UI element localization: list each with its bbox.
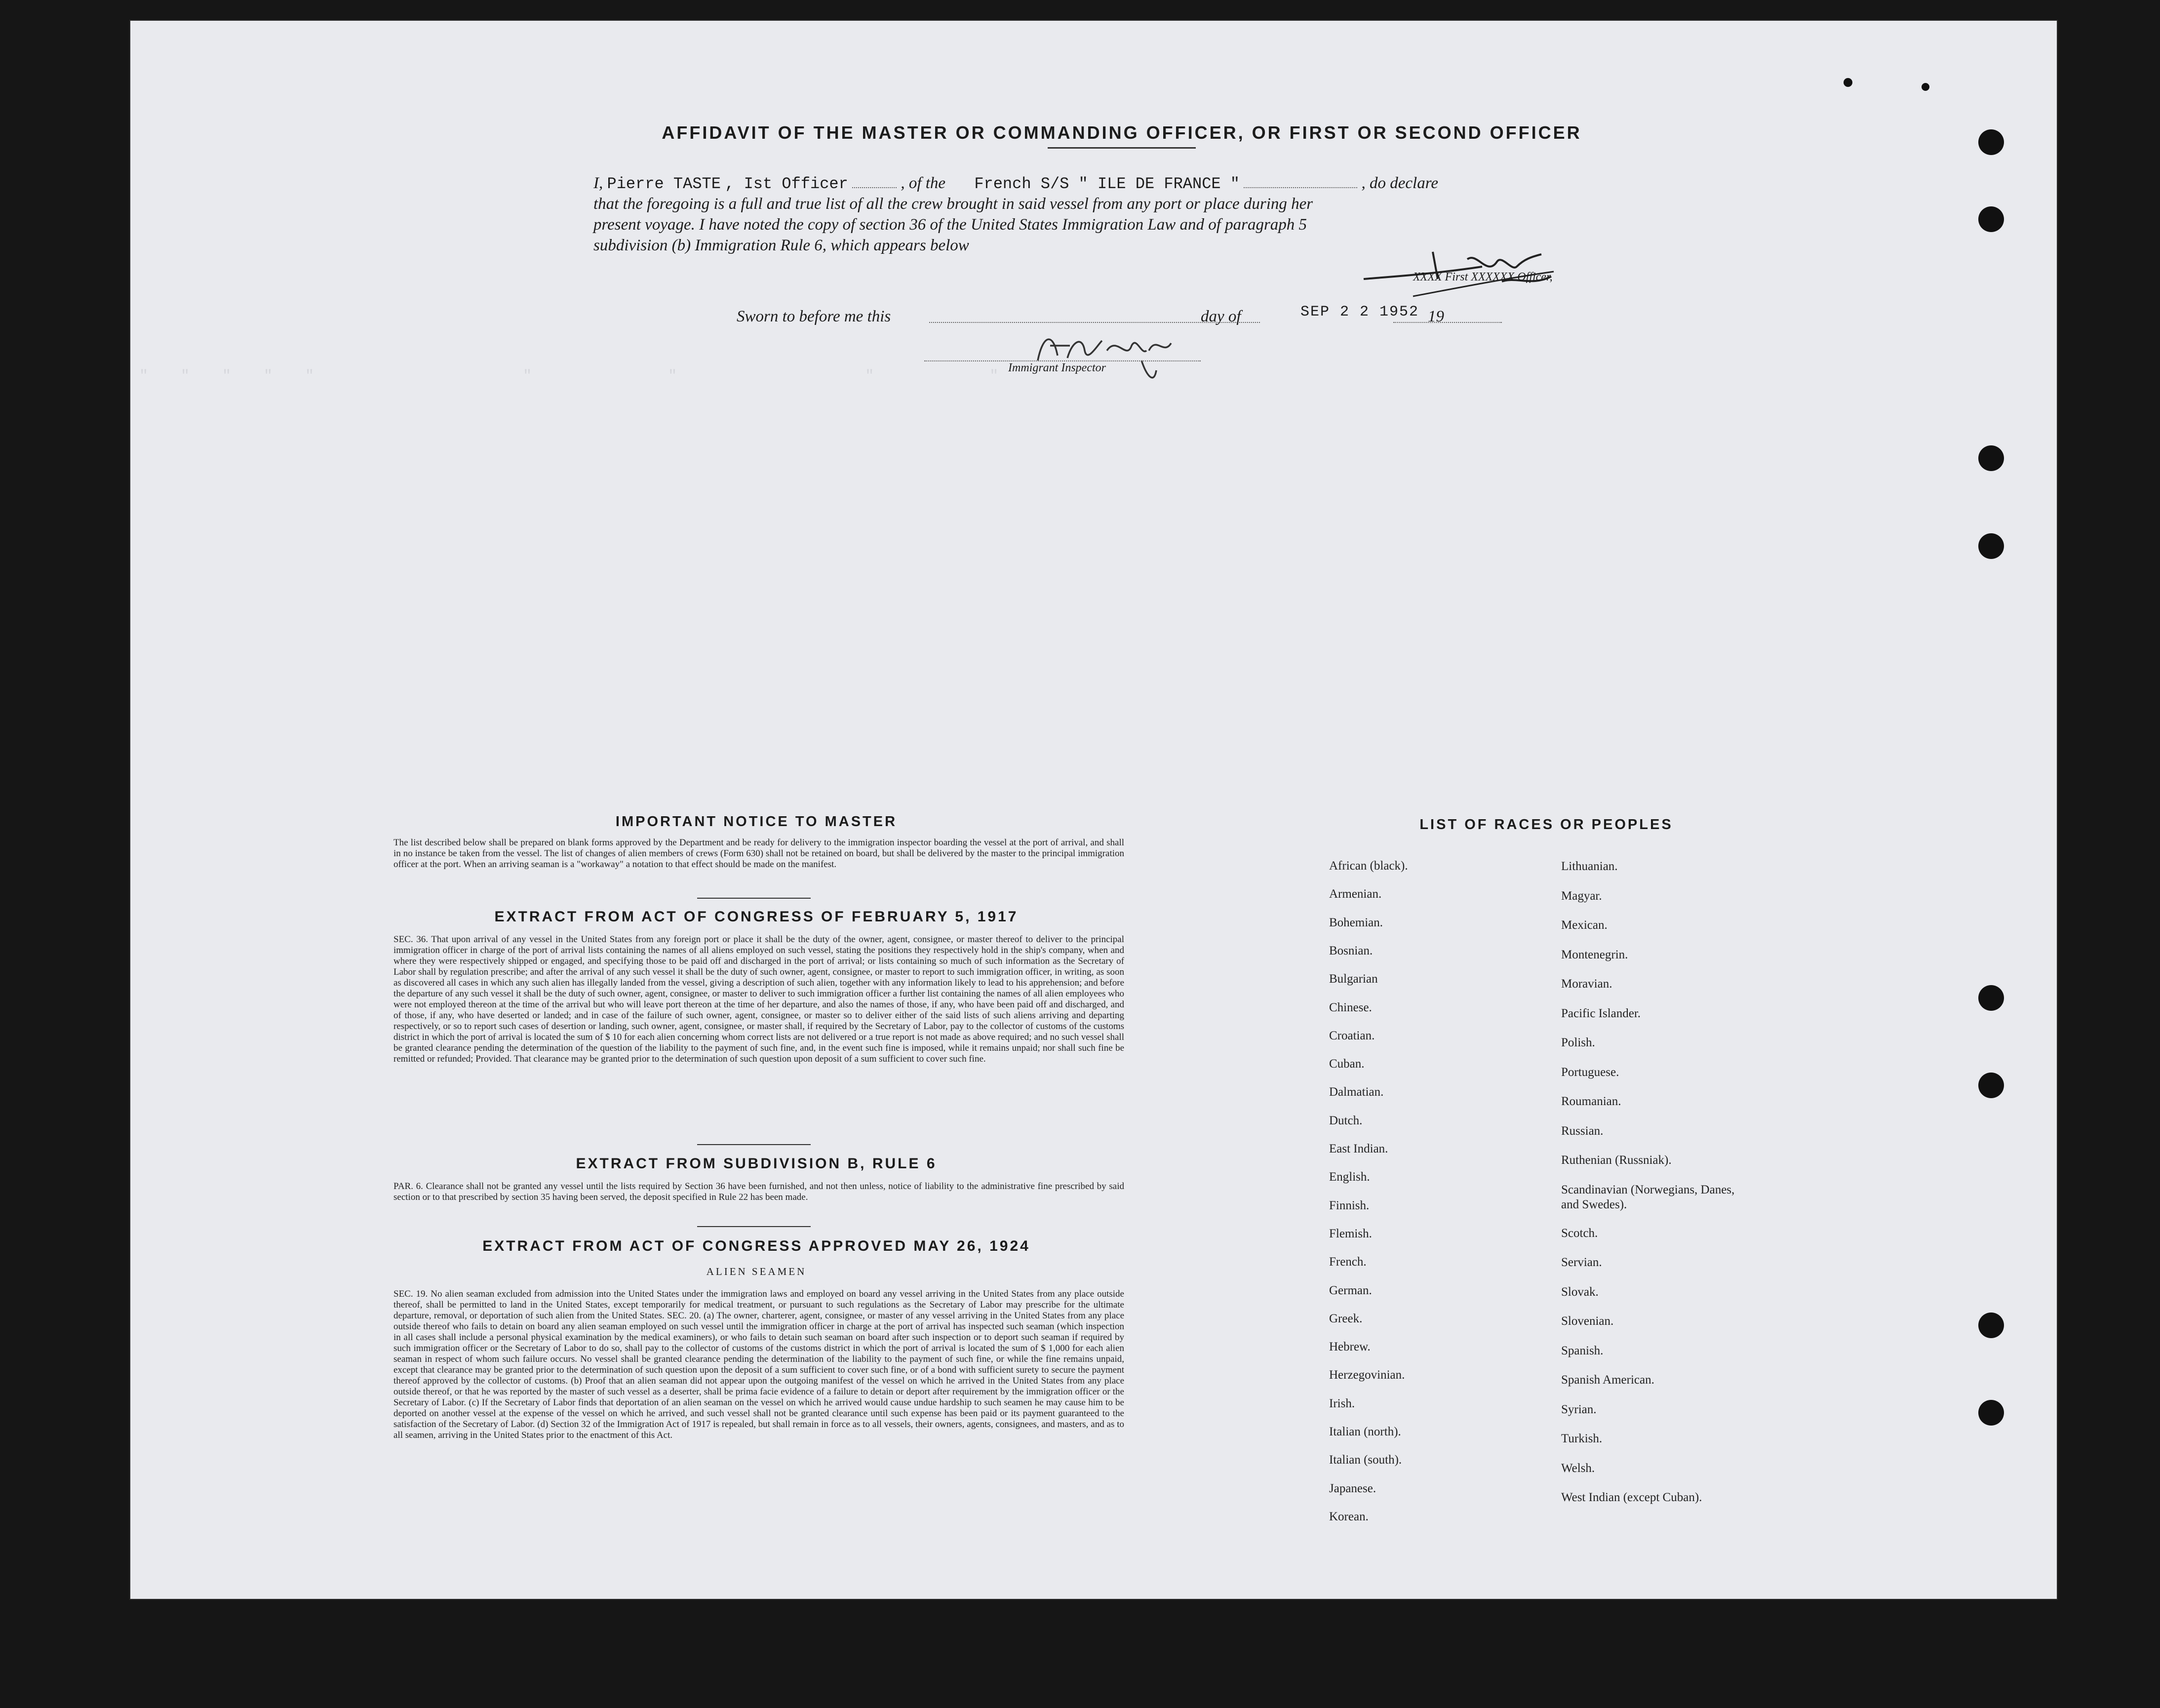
- race-item: Spanish American.: [1561, 1373, 1654, 1387]
- race-item: Mexican.: [1561, 918, 1608, 932]
- affidavit-line-1: [593, 173, 1665, 195]
- race-item: Lithuanian.: [1561, 860, 1618, 873]
- sworn-text: Sworn to before me this: [737, 308, 891, 325]
- race-item: Bosnian.: [1329, 944, 1373, 957]
- race-item: Greek.: [1329, 1311, 1363, 1325]
- section-rule: [697, 1144, 811, 1145]
- race-item: African (black).: [1329, 859, 1408, 873]
- punch-hole: [1978, 533, 2004, 559]
- inspector-caption: Immigrant Inspector: [1008, 361, 1106, 374]
- extract-1924-title: EXTRACT FROM ACT OF CONGRESS APPROVED MAY 26, 1924: [482, 1238, 1030, 1254]
- section-rule: [697, 1226, 811, 1227]
- notice-title: IMPORTANT NOTICE TO MASTER: [615, 814, 898, 830]
- date-dotted-line: [1393, 322, 1502, 323]
- punch-hole: [1978, 1400, 2004, 1426]
- i-prefix: I,: [593, 174, 603, 192]
- race-item: Japanese.: [1329, 1481, 1376, 1495]
- race-item: Magyar.: [1561, 889, 1602, 903]
- vessel-name: French S/S " ILE DE FRANCE ": [974, 175, 1240, 193]
- race-item: Dutch.: [1329, 1113, 1363, 1127]
- section-rule: [697, 898, 811, 899]
- date-stamp: SEP 2 2 1952: [1300, 304, 1419, 320]
- race-item: Ruthenian (Russniak).: [1561, 1153, 1672, 1167]
- race-item: Portuguese.: [1561, 1065, 1619, 1079]
- race-item: Syrian.: [1561, 1402, 1597, 1416]
- officer-name: Pierre TASTE: [607, 175, 721, 193]
- race-item: Russian.: [1561, 1124, 1604, 1138]
- race-item: Finnish.: [1329, 1198, 1370, 1212]
- dotted-fill: [1244, 187, 1357, 188]
- race-item: Flemish.: [1329, 1227, 1372, 1240]
- race-item: Korean.: [1329, 1509, 1369, 1523]
- race-item: Armenian.: [1329, 887, 1382, 901]
- affidavit-line-2: that the foregoing is a full and true list of all the crew brought in said vessel from any port or place during her: [593, 195, 1313, 213]
- officer-rank: , Ist Officer: [725, 175, 848, 193]
- race-item: Slovenian.: [1561, 1314, 1614, 1328]
- year-prefix: 19: [1428, 308, 1444, 325]
- ink-speck: [1844, 78, 1852, 87]
- race-item: Irish.: [1329, 1396, 1355, 1410]
- race-item: Montenegrin.: [1561, 948, 1628, 961]
- extract-1917-title: EXTRACT FROM ACT OF CONGRESS OF FEBRUARY 5, 1917: [494, 909, 1019, 925]
- race-item: Scandinavian (Norwegians, Danes, and Swedes).: [1561, 1183, 1735, 1211]
- notice-text: The list described below shall be prepared on blank forms approved by the Department and be ready for delivery to the immigration inspector boarding the vessel at the port of arrival, and shall in no instance be taken from the vessel. The list of changes of alien members of crews (Form 630) shall not be retained on board, but shall be delivered by the master to the principal immigration officer at the port. When an arriving seaman is a "workaway" a notation to that effect should be made on the manifest.: [393, 837, 1124, 870]
- race-item: East Indian.: [1329, 1142, 1388, 1155]
- race-item: German.: [1329, 1283, 1372, 1297]
- officer-signature: [1354, 232, 1561, 306]
- race-item: English.: [1329, 1170, 1370, 1184]
- day-of-text: day of: [1201, 308, 1241, 325]
- subdivision-b-text: PAR. 6. Clearance shall not be granted any vessel until the lists required by Section 36 have been furnished, and not then unless, notice of liability to the administrative fine prescribed by said section or to that prescribed by section 35 having been served, the deposit specified in Rule 22 has been made.: [393, 1181, 1124, 1202]
- extract-1924-subtitle: ALIEN SEAMEN: [706, 1266, 807, 1277]
- race-item: Hebrew.: [1329, 1340, 1371, 1354]
- races-title: LIST OF RACES OR PEOPLES: [1419, 817, 1673, 833]
- race-item: Polish.: [1561, 1036, 1595, 1049]
- race-item: Slovak.: [1561, 1285, 1599, 1299]
- title-underline: [1048, 147, 1196, 149]
- affidavit-line-4: subdivision (b) Immigration Rule 6, which appears below: [593, 237, 969, 254]
- race-item: West Indian (except Cuban).: [1561, 1491, 1702, 1504]
- race-item: Cuban.: [1329, 1057, 1365, 1071]
- bleed-through-layer: " " " " " " " " ": [139, 368, 1000, 385]
- document-page: [129, 20, 2058, 1600]
- dotted-fill: [852, 187, 897, 188]
- punch-hole: [1978, 206, 2004, 232]
- punch-hole: [1978, 1072, 2004, 1098]
- race-item: Herzegovinian.: [1329, 1368, 1405, 1382]
- race-item: Chinese.: [1329, 1000, 1372, 1014]
- race-item: Spanish.: [1561, 1344, 1604, 1357]
- inspector-signature: [1023, 316, 1181, 390]
- punch-hole: [1978, 1312, 2004, 1338]
- race-item: Croatian.: [1329, 1029, 1375, 1042]
- race-item: Welsh.: [1561, 1461, 1595, 1475]
- punch-hole: [1978, 985, 2004, 1011]
- race-item: Pacific Islander.: [1561, 1006, 1641, 1020]
- race-item: Italian (south).: [1329, 1453, 1402, 1467]
- race-item: Bohemian.: [1329, 915, 1383, 929]
- race-item: Scotch.: [1561, 1226, 1598, 1240]
- race-item: French.: [1329, 1255, 1367, 1269]
- race-item: Bulgarian: [1329, 972, 1378, 986]
- extract-1924-text: SEC. 19. No alien seaman excluded from admission into the United States under the immigration laws and employed on board any vessel arriving in the United States from any place outside thereof, shall be permitted to land in the United States, except temporarily for medical treatment, or pursuant to such regulations as the Secretary of Labor may prescribe for the ultimate departure, removal, or deportation of such alien from the United States. SEC. 20. (a) The owner, charterer, agent, consignee, or master of any vessel arriving in the United States from any place outside thereof who fails to detain on board any alien seaman employed on such vessel until the immigration officer in charge at the port of arrival has inspected such seaman (which inspection in all cases shall include a personal physical examination by the medical examiners), or who fails to detain such seaman on board after such inspection or to deport such seaman if required by such immigration officer or the Secretary of Labor to do so, shall pay to the collector of customs of the customs district in which the port of arrival is located the sum of $ 1,000 for each alien seaman in respect of whom such failure occurs. No vessel shall be granted clearance pending the determination of the liability to the payment of such fine, or while the fine remains unpaid, except that clearance may be granted prior to the determination of such question upon the deposit of a sum sufficient to cover such fine, or of a bond with sufficient surety to secure the payment thereof approved by the collector of customs. (b) Proof that an alien seaman did not appear upon the outgoing manifest of the vessel on which he arrived in the United States from any place outside thereof, or that he was reported by the master of such vessel as a deserter, shall be prima facie evidence of a failure to detain or deport after requirement by the immigration officer or the Secretary of Labor. (c) If the Secretary of Labor finds that deportation of an alien seaman on the vessel on which he arrived would cause undue hardship to such seamen he may cause him to be deported on another vessel at the expense of the vessel on which he arrived, and such vessel shall not be granted clearance until such expense has been paid or its payment guaranteed to the satisfaction of the Secretary of Labor. (d) Section 32 of the Immigration Act of 1917 is repealed, but shall remain in force as to all vessels, their owners, agents, consignees, and masters, and as to all seamen, arriving in the United States prior to the enactment of this Act.: [393, 1289, 1124, 1440]
- ink-speck: [1922, 83, 1929, 91]
- punch-hole: [1978, 445, 2004, 471]
- affidavit-title: AFFIDAVIT OF THE MASTER OR COMMANDING OFFICER, OR FIRST OR SECOND OFFICER: [662, 122, 1582, 143]
- race-item: Italian (north).: [1329, 1425, 1401, 1438]
- do-declare-text: , do declare: [1361, 174, 1438, 192]
- race-item: Servian.: [1561, 1256, 1602, 1269]
- punch-hole: [1978, 129, 2004, 155]
- race-item: Dalmatian.: [1329, 1085, 1384, 1099]
- race-item: Turkish.: [1561, 1432, 1603, 1445]
- race-item: Roumanian.: [1561, 1095, 1621, 1108]
- race-item: Moravian.: [1561, 977, 1612, 991]
- affidavit-line-3: present voyage. I have noted the copy of section 36 of the United States Immigration Law and of paragraph 5: [593, 216, 1307, 234]
- extract-1917-text: SEC. 36. That upon arrival of any vessel in the United States from any foreign port or place it shall be the duty of the owner, agent, consignee, or master thereof to deliver to the principal immigration officer in charge of the port of arrival lists containing the names of all aliens employed on such vessel, stating the positions they respectively hold in the ship's company, when and where they were respectively shipped or engaged, and specifying those to be paid off and discharged in the port of arrival; or lists containing so much of such information as the Secretary of Labor shall by regulation prescribe; and after the arrival of any such vessel it shall be the duty of such owner, agent, consignee, or master to report to such immigration officer, in writing, as soon as discovered all cases in which any such alien has illegally landed from the vessel, giving a description of such alien, together with any information likely to lead to his apprehension; and before the departure of any such vessel it shall be the duty of such owner, agent, consignee, or master to deliver to such immigration officer a further list containing the names of all alien employees who were not employed thereon at the time of the arrival but who will leave port thereon at the time of her departure, and also the names of those, if any, who have been paid off and discharged, and of those, if any, who have deserted or landed; and in case of the failure of such owner, agent, consignee, or master so to deliver either of the said lists of such aliens arriving and departing respectively, or so to report such cases of desertion or landing, such owner, agent, consignee, or master shall, if required by the Secretary of Labor, pay to the collector of customs of the customs district in which the port of arrival is located the sum of $ 10 for each alien concerning whom correct lists are not delivered or a true report is not made as above required; and no such vessel shall be granted clearance pending the determination of the question of the liability to the payment of such fine, and, in the event such fine is imposed, while it remains unpaid; nor shall such fine be remitted or refunded; Provided. That clearance may be granted prior to the determination of such question upon deposit of a sum sufficient to cover such fine.: [393, 934, 1124, 1064]
- of-the-text: , of the: [901, 174, 946, 192]
- officer-caption: XXXX First XXXXXX Officer,: [1413, 271, 1553, 283]
- subdivision-b-title: EXTRACT FROM SUBDIVISION B, RULE 6: [576, 1155, 937, 1172]
